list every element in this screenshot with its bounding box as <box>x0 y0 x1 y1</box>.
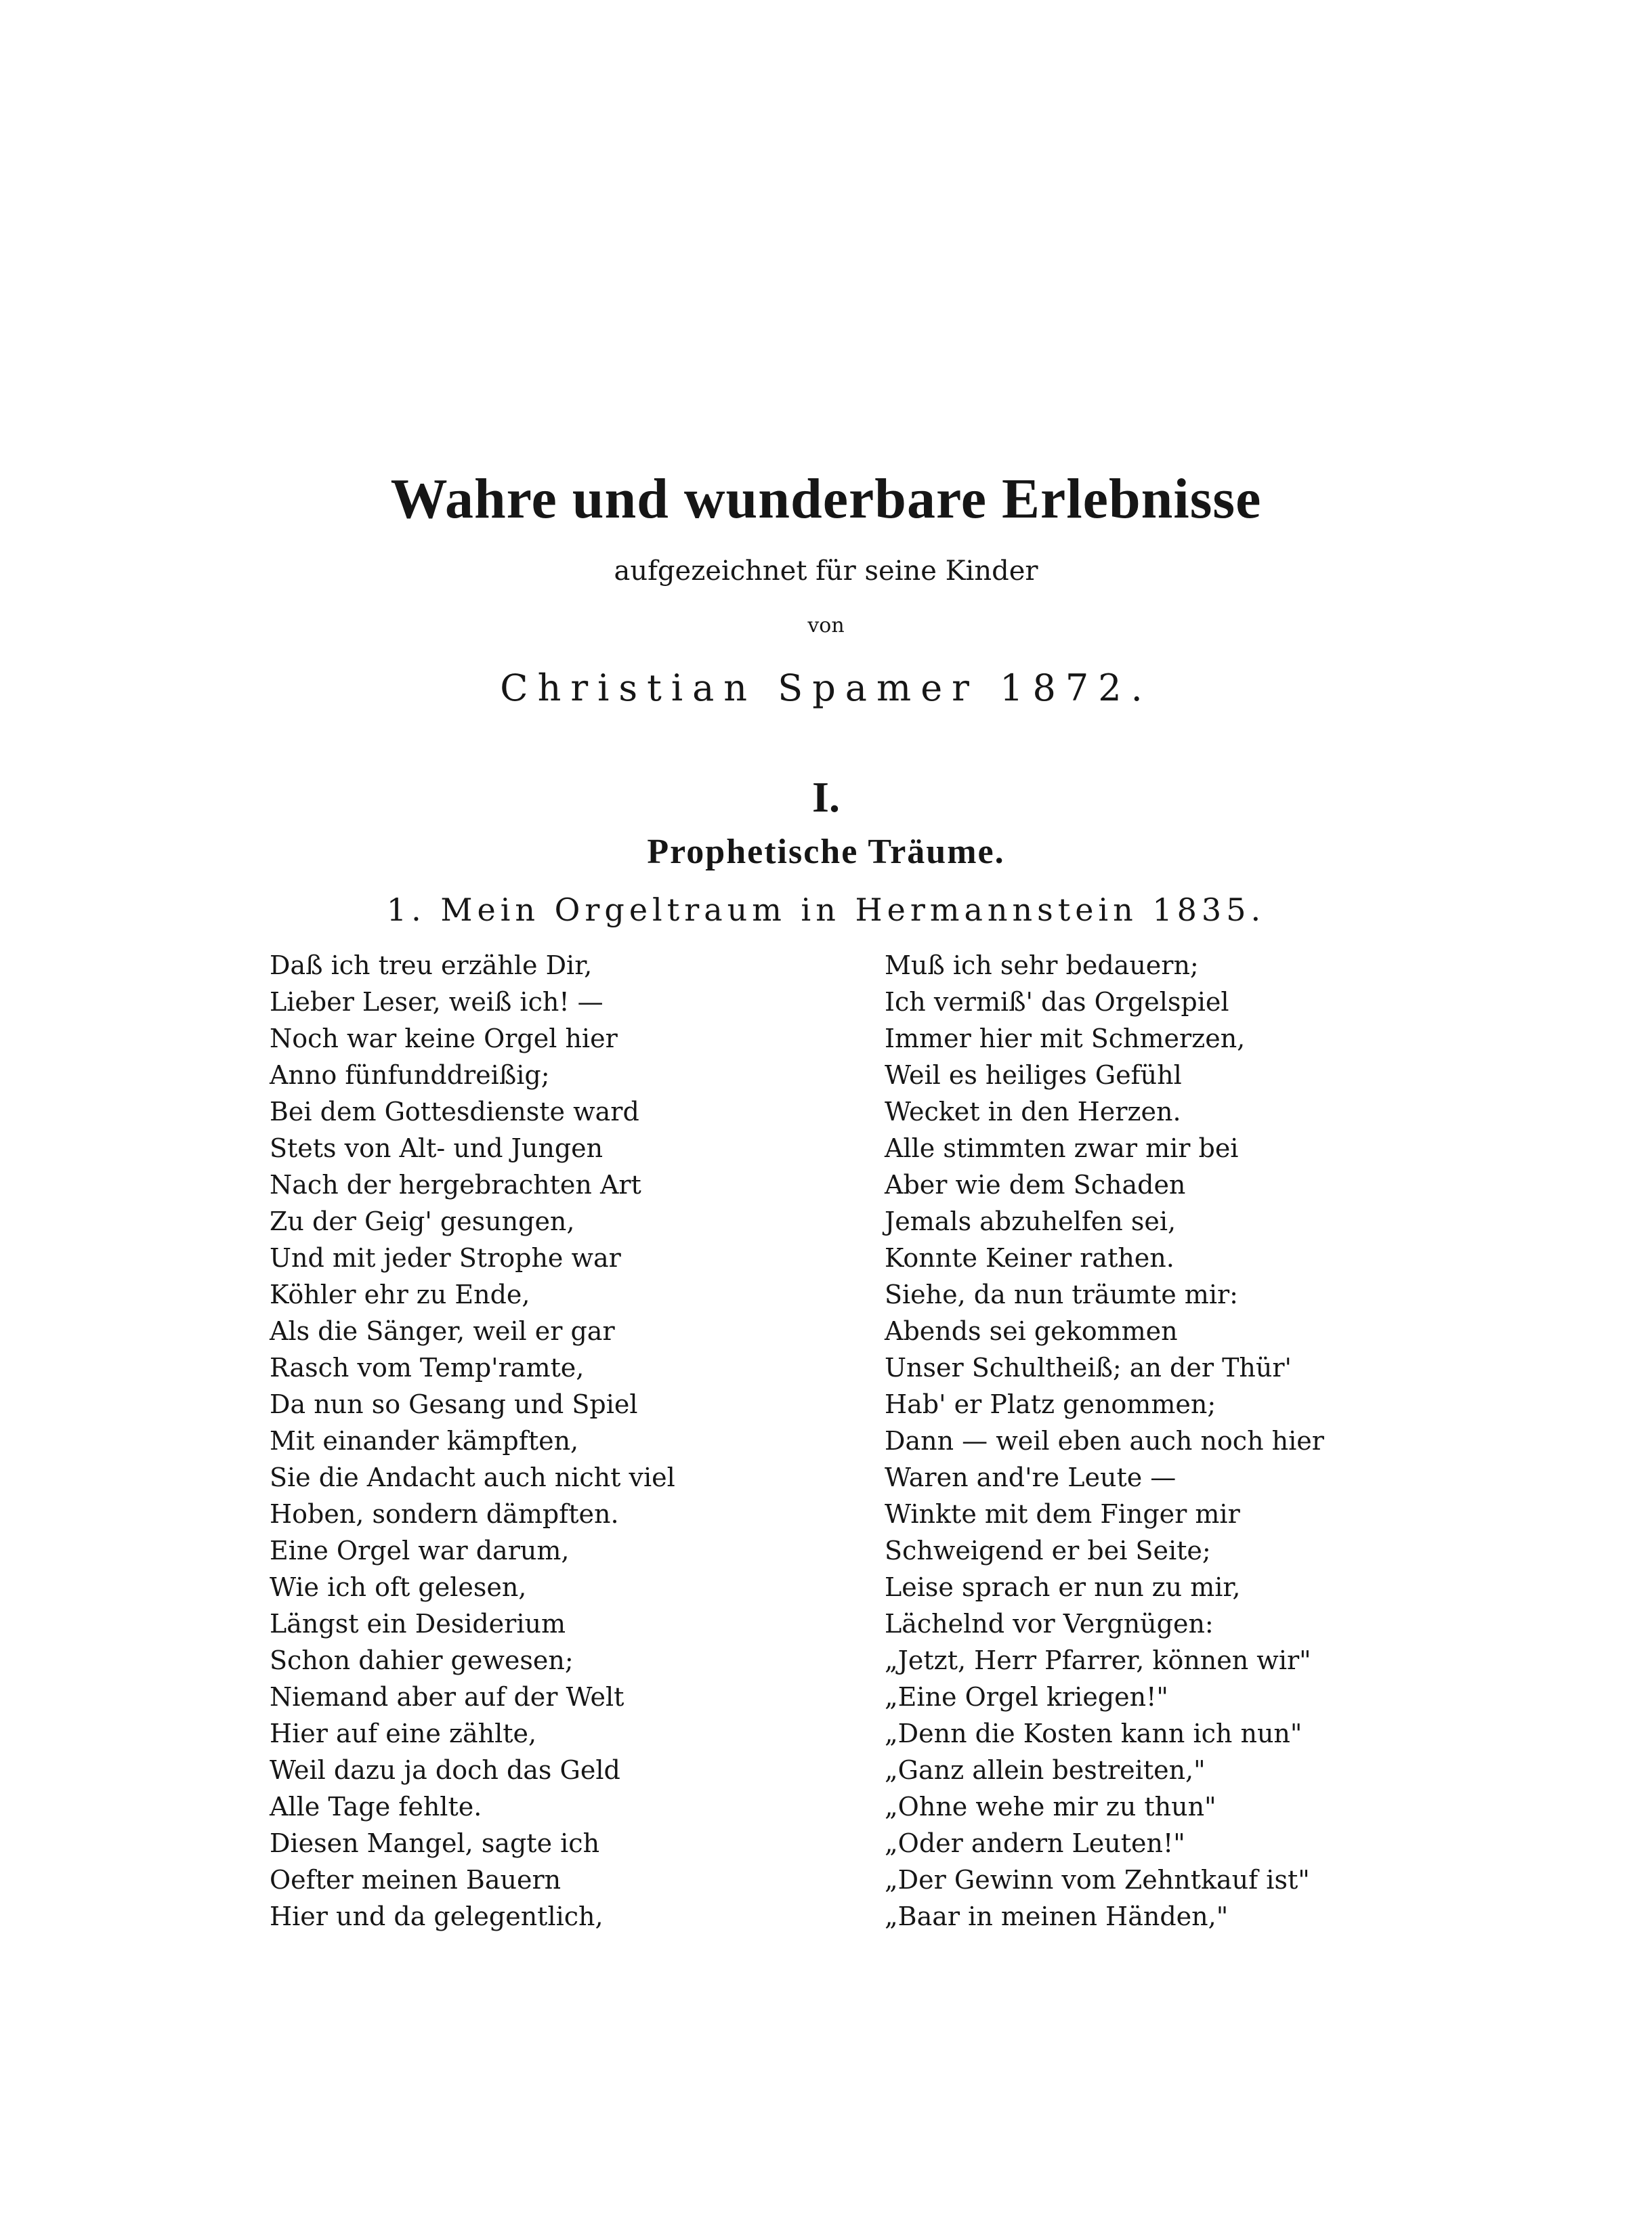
poem-line: Hab' er Platz genommen; <box>885 1389 1216 1419</box>
poem-line: Daß ich treu erzähle Dir, <box>270 950 593 980</box>
poem-line: Lieber Leser, weiß ich! — <box>270 987 603 1017</box>
poem-line: Schweigend er bei Seite; <box>885 1536 1211 1566</box>
poem-line: Köhler ehr zu Ende, <box>270 1280 530 1309</box>
poem-line: Nach der hergebrachten Art <box>270 1170 641 1200</box>
poem-line: Immer hier mit Schmerzen, <box>885 1024 1246 1053</box>
author-line: Christian Spamer 1872. <box>500 667 1152 709</box>
poem-line: „Ohne wehe mir zu thun" <box>885 1792 1216 1822</box>
poem-line: Wecket in den Herzen. <box>885 1097 1181 1127</box>
poem-line: „Jetzt, Herr Pfarrer, können wir" <box>885 1645 1311 1675</box>
poem-line: Rasch vom Temp'ramte, <box>270 1353 585 1383</box>
poem-line: Waren and're Leute — <box>885 1463 1177 1492</box>
poem-line: Hoben, sondern dämpften. <box>270 1499 619 1529</box>
poem-line: Jemals abzuhelfen sei, <box>885 1206 1177 1236</box>
poem-line: Muß ich sehr bedauern; <box>885 950 1199 980</box>
poem-right-column <box>885 947 1467 1935</box>
poem-line: Alle stimmten zwar mir bei <box>885 1133 1239 1163</box>
book-title: Wahre und wunderbare Erlebnisse <box>390 467 1262 530</box>
poem-line: Niemand aber auf der Welt <box>270 1682 624 1712</box>
poem-line: „Oder andern Leuten!" <box>885 1828 1185 1858</box>
poem-line: Oefter meinen Bauern <box>270 1865 562 1895</box>
poem-line: Zu der Geig' gesungen, <box>270 1206 575 1236</box>
poem-line: Schon dahier gewesen; <box>270 1645 574 1675</box>
poem-line: Bei dem Gottesdienste ward <box>270 1097 639 1127</box>
poem-line: Stets von Alt- und Jungen <box>270 1133 603 1163</box>
poem-left-column <box>270 947 852 1935</box>
poem-line: Ich vermiß' das Orgelspiel <box>885 987 1229 1017</box>
poem-line: „Der Gewinn vom Zehntkauf ist" <box>885 1865 1310 1895</box>
poem-line: Weil es heiliges Gefühl <box>885 1060 1182 1090</box>
poem-line: Siehe, da nun träumte mir: <box>885 1280 1238 1309</box>
poem-line: Mit einander kämpften, <box>270 1426 579 1456</box>
poem-line: Da nun so Gesang und Spiel <box>270 1389 638 1419</box>
poem-line: Als die Sänger, weil er gar <box>270 1316 615 1346</box>
poem-line: Winkte mit dem Finger mir <box>885 1499 1240 1529</box>
poem-line: Aber wie dem Schaden <box>885 1170 1186 1200</box>
poem-line: Weil dazu ja doch das Geld <box>270 1755 620 1785</box>
poem-line: Unser Schultheiß; an der Thür' <box>885 1353 1292 1383</box>
poem-line: Noch war keine Orgel hier <box>270 1024 618 1053</box>
poem-line: Alle Tage fehlte. <box>270 1792 482 1822</box>
part-numeral: I. <box>812 773 840 821</box>
poem-line: Abends sei gekommen <box>885 1316 1178 1346</box>
poem-line: Anno fünfunddreißig; <box>270 1060 550 1090</box>
poem-line: Wie ich oft gelesen, <box>270 1572 527 1602</box>
poem-line: Diesen Mangel, sagte ich <box>270 1828 600 1858</box>
poem-line: „Eine Orgel kriegen!" <box>885 1682 1168 1712</box>
poem-line: „Denn die Kosten kann ich nun" <box>885 1719 1302 1748</box>
poem-line: Lächelnd vor Vergnügen: <box>885 1609 1214 1639</box>
book-subtitle: aufgezeichnet für seine Kinder <box>614 555 1038 587</box>
poem-line: Eine Orgel war darum, <box>270 1536 570 1566</box>
poem-line: Längst ein Desiderium <box>270 1609 566 1639</box>
byline-von: von <box>807 614 845 637</box>
poem-line: „Ganz allein bestreiten," <box>885 1755 1206 1785</box>
poem-title: 1. Mein Orgeltraum in Hermannstein 1835. <box>386 891 1266 928</box>
poem-line: Sie die Andacht auch nicht viel <box>270 1463 675 1492</box>
section-title: Prophetische Träume. <box>647 833 1005 871</box>
poem-line: Hier auf eine zählte, <box>270 1719 537 1748</box>
poem-line: Konnte Keiner rathen. <box>885 1243 1174 1273</box>
poem-line: „Baar in meinen Händen," <box>885 1902 1229 1931</box>
poem-line: Hier und da gelegentlich, <box>270 1902 603 1931</box>
poem-line: Leise sprach er nun zu mir, <box>885 1572 1241 1602</box>
poem-line: Und mit jeder Strophe war <box>270 1243 621 1273</box>
poem-line: Dann — weil eben auch noch hier <box>885 1426 1324 1456</box>
